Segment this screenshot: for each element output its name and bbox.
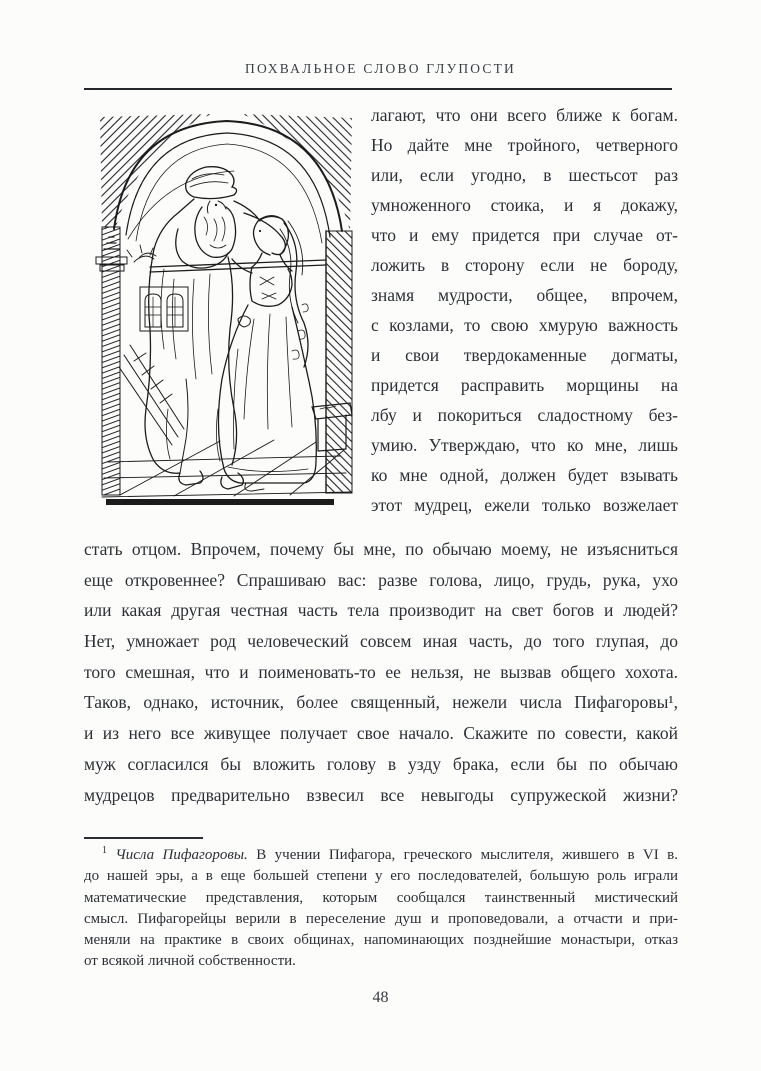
woodcut-illustration	[94, 108, 360, 518]
footnote-line: до нашей эры, а в еще большей степени у его последователей, большую роль играли	[84, 868, 678, 885]
woman-figure	[218, 215, 316, 491]
steps	[119, 345, 184, 445]
text-line: Но дайте мне тройного, четверного	[371, 135, 678, 155]
text-line: ложить в сторону если не бороду,	[371, 255, 678, 275]
footnote-line: смысл. Пифагорейцы верили в переселение душ и проповедовали, а отчасти и при-	[84, 910, 678, 927]
text-line: этот мудрец, ежели только возжелает	[371, 495, 678, 515]
text-line: или, если угодно, в шестьсот раз	[371, 165, 678, 185]
text-line: мудрецов предварительно взвесил все невыгоды супружеской жизни?	[84, 784, 678, 805]
text-line: лагают, что они всего ближе к богам.	[371, 105, 678, 125]
footnote-line: от всякой личной собственности.	[84, 953, 296, 970]
man-figure	[145, 167, 285, 489]
text-line: что и ему придется при случае от-	[371, 225, 678, 245]
text-line: стать отцом. Впрочем, почему бы мне, по обычаю моему, не изъясниться	[84, 539, 678, 559]
text-line: лбу и покориться сладостному без-	[371, 405, 678, 425]
text-line: и свои твердокаменные догматы,	[371, 345, 678, 365]
header-rule	[84, 88, 672, 90]
text-line: еще откровеннее? Спрашиваю вас: разве голова, лицо, грудь, рука, ухо	[84, 569, 678, 590]
text-line: умию. Утверждаю, что ко мне, лишь	[371, 435, 678, 455]
footnote	[84, 845, 678, 973]
text-line: ко мне одной, должен будет взывать	[371, 465, 678, 485]
footnote-line: меняли на практике в своих общинах, напоминающих позднейшие монастыри, отказ	[84, 932, 678, 949]
shelf-books	[140, 287, 188, 331]
text-column	[371, 100, 678, 520]
footnote-marker: 1	[102, 845, 107, 856]
text-line: Таков, однако, источник, более священный, нежели числа Пифагоровы¹,	[84, 692, 678, 713]
arch-spandrels	[100, 114, 352, 231]
running-header: ПОХВАЛЬНОЕ СЛОВО ГЛУПОСТИ	[245, 61, 516, 76]
text-line: придется расправить морщины на	[371, 375, 678, 395]
footnote-text: В учении Пифагора, греческого мыслителя, жившего в VI в.	[256, 847, 679, 863]
footnote-rule	[84, 837, 203, 839]
text-line: и из него все живущее получает свое начало. Скажите по совести, какой	[84, 723, 678, 744]
page-number: 48	[372, 989, 389, 1006]
text-line: с козлами, то свою хмурую важность	[371, 315, 678, 335]
footnote-line: математические представления, которым сообщался таинственный мистический	[84, 889, 678, 906]
text-line: или какая другая честная часть тела производит на свет богов и людей?	[84, 600, 678, 621]
text-line: умноженного стоика, и я докажу,	[371, 195, 678, 215]
text-line: муж согласился бы вложить голову в узду брака, если бы по обычаю	[84, 753, 678, 774]
footnote-line	[84, 845, 678, 866]
footnote-term: Числа Пифагоровы.	[115, 847, 248, 863]
text-line: того смешная, что и поименовать-то ее нельзя, не вызвав общего хохота.	[84, 661, 678, 682]
text-line: Нет, умножает род человеческий совсем иная часть, до того глупая, до	[84, 631, 678, 652]
text-line: знамя мудрости, общее, впрочем,	[371, 285, 678, 305]
body-text	[84, 534, 678, 810]
